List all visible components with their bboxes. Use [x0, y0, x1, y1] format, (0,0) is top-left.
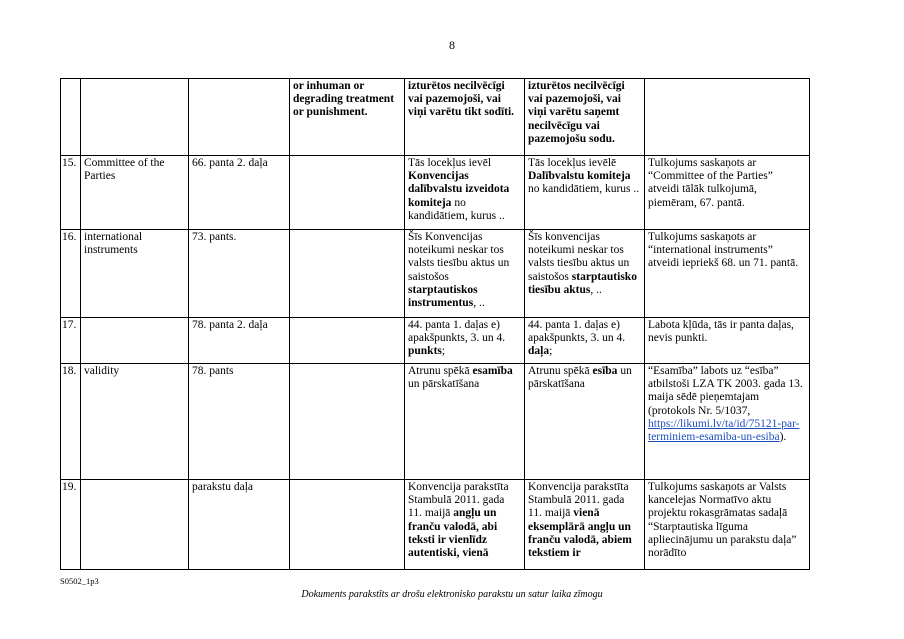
comment-cell: “Esamība” labots uz “esība” atbilstoši LZA TK 2003. gada 13. maija sēdē pieņemtajam (protokols Nr. 5/1037, https://likumi.lv/ta/id/75121-par-terminiem-esamiba-un-esiba). [645, 364, 810, 480]
new-translation-cell: Šīs konvencijas noteikumi neskar tos valsts tiesību aktus un saistošos starptautisko tiesību aktus, .. [525, 230, 645, 318]
table-row [61, 156, 810, 230]
row-number: 17. [61, 318, 81, 364]
comment-cell [645, 79, 810, 156]
old-translation-bold: esamība [472, 365, 513, 377]
new-translation-cell: 44. panta 1. daļas e) apakšpunkts, 3. un 4. daļa; [525, 318, 645, 364]
old-translation-bold: punkts [408, 345, 442, 358]
english-text-cell [290, 156, 405, 230]
term-cell: Committee of the Parties [81, 156, 189, 230]
old-translation-bold: starptautiskos instrumentus [408, 283, 478, 310]
article-cell: parakstu daļa [189, 480, 290, 570]
old-translation-cell: Tās locekļus ievēl Konvencijas dalībvalstu izveidota komiteja no kandidātiem, kurus .. [405, 156, 525, 230]
comparison-table [60, 78, 810, 570]
comment-cell: Tulkojums saskaņots ar Valsts kancelejas Normatīvo aktu projektu rokasgrāmatas sadaļā “Starptautiska līguma apliecinājumu un parakstu daļa” norādīto [645, 480, 810, 570]
term-cell: validity [81, 364, 189, 480]
table-row [61, 79, 810, 156]
new-translation-bold: izturētos necilvēcīgi vai pazemojoši, vai viņi varētu saņemt necilvēcīgu vai pazemojošu sodu. [528, 80, 625, 145]
new-translation-bold: daļa [528, 345, 550, 358]
old-translation-bold: angļu un franču valodā, abi teksti ir vienlīdz autentiski, vienā [408, 507, 498, 560]
article-cell: 66. panta 2. daļa [189, 156, 290, 230]
english-text-cell [290, 364, 405, 480]
new-translation-bold: starptautisko tiesību aktus [528, 270, 637, 296]
comment-cell: Tulkojums saskaņots ar “international instruments” atveidi iepriekš 68. un 71. pantā. [645, 230, 810, 318]
old-translation-cell: Šīs Konvencijas noteikumi neskar tos valsts tiesību aktus un saistošos starptautiskos instrumentus, .. [405, 230, 525, 318]
row-number: 19. [61, 480, 81, 570]
row-number: 18. [61, 364, 81, 480]
article-cell: 73. pants. [189, 230, 290, 318]
row-number: 15. [61, 156, 81, 230]
term-cell [81, 79, 189, 156]
new-translation-bold: Dalībvalstu komiteja [528, 170, 631, 183]
comment-cell: Labota kļūda, tās ir panta daļas, nevis punkti. [645, 318, 810, 364]
table-row [61, 480, 810, 570]
article-cell: 78. panta 2. daļa [189, 318, 290, 364]
english-text-cell [290, 318, 405, 364]
term-cell [81, 480, 189, 570]
table-row [61, 230, 810, 318]
english-text-cell [290, 230, 405, 318]
footer-note: Dokuments parakstīts ar drošu elektronisko parakstu un satur laika zīmogu [301, 589, 603, 600]
new-translation-cell: Konvencija parakstīta Stambulā 2011. gada 11. maijā vienā eksemplārā angļu un franču valodā, abiem tekstiem ir [525, 480, 645, 570]
new-translation-cell: Tās locekļus ievēlē Dalībvalstu komiteja no kandidātiem, kurus .. [525, 156, 645, 230]
english-text: or inhuman or degrading treatment or punishment. [293, 80, 395, 119]
new-translation-cell [525, 79, 645, 156]
new-translation-bold: vienā eksemplārā angļu un franču valodā, abiem tekstiem ir [528, 507, 632, 560]
term-cell: international instruments [81, 230, 189, 318]
old-translation-cell: Atrunu spēkā esamība un pārskatīšana [405, 364, 525, 480]
old-translation-bold: izturētos necilvēcīgi vai pazemojoši, vai viņi varētu tikt sodīti. [408, 80, 515, 119]
english-text-cell [290, 79, 405, 156]
new-translation-bold: esība [592, 365, 618, 377]
english-text-cell [290, 480, 405, 570]
page-number: 8 [449, 38, 455, 52]
article-cell [189, 79, 290, 156]
old-translation-cell: 44. panta 1. daļas e) apakšpunkts, 3. un 4. punkts; [405, 318, 525, 364]
article-cell: 78. pants [189, 364, 290, 480]
term-cell [81, 318, 189, 364]
row-number [61, 79, 81, 156]
comment-cell: Tulkojums saskaņots ar “Committee of the Parties” atveidi tālāk tulkojumā, piemēram, 67. pantā. [645, 156, 810, 230]
reference-link[interactable]: https://likumi.lv/ta/id/75121-par-terminiem-esamiba-un-esiba [648, 417, 800, 444]
old-translation-cell: Konvencija parakstīta Stambulā 2011. gada 11. maijā angļu un franču valodā, abi teksti ir vienlīdz autentiski, vienā [405, 480, 525, 570]
table-row [61, 364, 810, 480]
new-translation-cell: Atrunu spēkā esība un pārskatīšana [525, 364, 645, 480]
document-id: S0502_1p3 [60, 576, 99, 586]
old-translation-cell [405, 79, 525, 156]
row-number: 16. [61, 230, 81, 318]
table-row [61, 318, 810, 364]
old-translation-bold: Konvencijas dalībvalstu izveidota komiteja [408, 170, 510, 209]
